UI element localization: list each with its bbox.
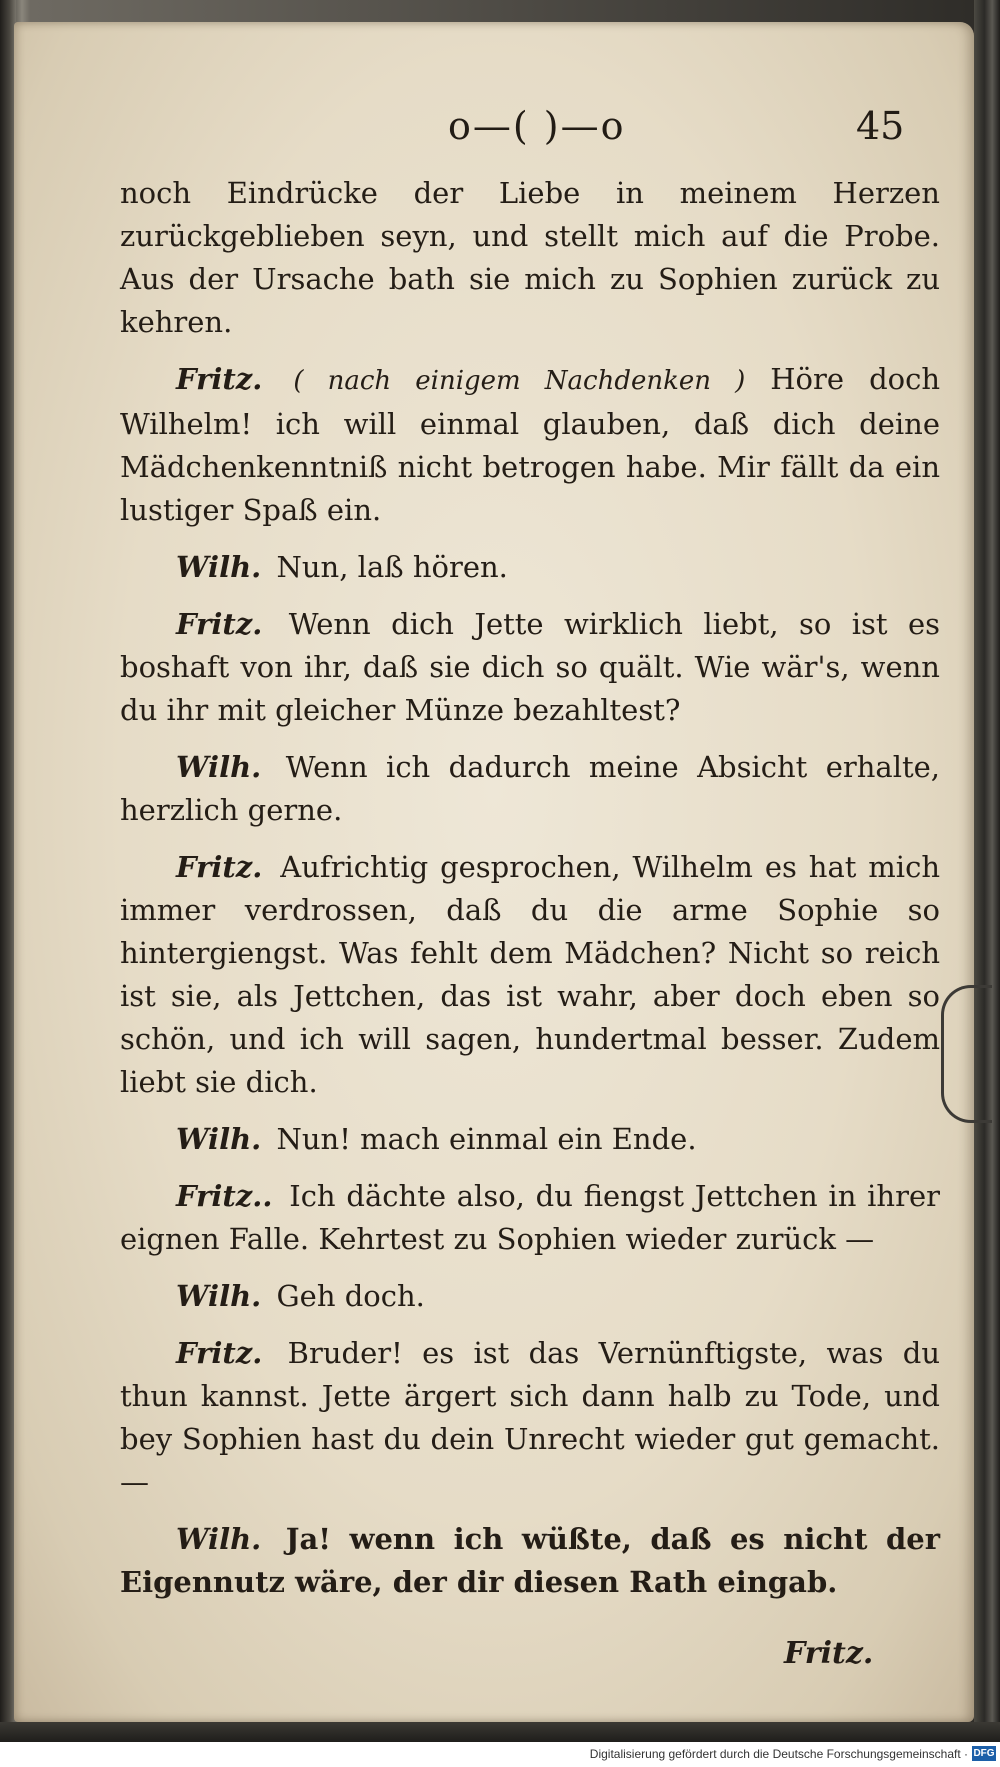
dialogue-paragraph	[120, 358, 940, 532]
dialogue-paragraph	[120, 1118, 940, 1161]
speaker-label: Wilh.	[176, 1522, 262, 1556]
dialogue-text: Wenn dich Jette wirklich liebt, so ist es boshaft von ihr, daß sie dich so quält. Wie wär's, wenn du ihr mit gleicher Münze bezahltest?	[120, 607, 940, 727]
dialogue-text: Nun, laß hören.	[276, 550, 508, 584]
speaker-label: Wilh.	[176, 550, 262, 584]
speaker-label: Wilh.	[176, 1279, 262, 1313]
dialogue-text: Ja! wenn ich wüßte, daß es nicht der Eigennutz wäre, der dir diesen Rath eingab.	[120, 1522, 940, 1599]
dialogue-paragraph	[120, 1275, 940, 1318]
dialogue-paragraph	[120, 1518, 940, 1604]
dialogue-paragraph	[120, 1332, 940, 1504]
opening-paragraph: noch Eindrücke der Liebe in meinem Herzen zurückgeblieben seyn, und stellt mich auf die Probe. Aus der Ursache bath sie mich zu Sophien zurück zu kehren.	[120, 176, 940, 339]
speaker-label: Fritz.	[176, 850, 263, 884]
page-bottom-edge	[0, 1722, 1000, 1742]
speaker-label: Fritz.	[176, 607, 263, 641]
speaker-label: Wilh.	[176, 1122, 262, 1156]
dfg-logo: DFG	[973, 1748, 995, 1759]
dialogue-text: Nun! mach einmal ein Ende.	[276, 1122, 697, 1156]
dialogue-paragraph	[120, 1175, 940, 1261]
dialogue-text: Wenn ich dadurch meine Absicht erhalte, herzlich gerne.	[120, 750, 941, 827]
page-edge	[974, 0, 1000, 1767]
page-text	[120, 172, 940, 1618]
page-header	[14, 94, 974, 154]
footer-bar	[0, 1742, 1000, 1767]
footer-credit: Digitalisierung gefördert durch die Deutsche Forschungsgemeinschaft ·	[589, 1747, 968, 1761]
speaker-label: Fritz..	[176, 1179, 273, 1213]
book-page	[14, 22, 974, 1722]
stage-direction: ( nach einigem Nachdenken )	[293, 366, 746, 396]
dialogue-paragraph	[120, 846, 940, 1104]
dialogue-paragraph	[120, 746, 940, 832]
dialogue-text: Geh doch.	[276, 1279, 425, 1313]
dialogue-text: Aufrichtig gesprochen, Wilhelm es hat mich immer verdrossen, daß du die arme Sophie so hintergiengst. Was fehlt dem Mädchen? Nicht so reich ist sie, als Jettchen, das ist wahr, aber doch eben so schön, und ich will sagen, hundertmal besser. Zudem liebt sie dich.	[120, 850, 940, 1099]
page-clip	[941, 985, 992, 1123]
speaker-label: Wilh.	[176, 750, 262, 784]
catchword: Fritz.	[784, 1636, 874, 1671]
dialogue-paragraph	[120, 546, 940, 589]
dialogue-text: Ich dächte also, du fiengst Jettchen in ihrer eignen Falle. Kehrtest zu Sophien wieder zurück —	[120, 1179, 940, 1256]
speaker-label: Fritz.	[176, 1336, 263, 1370]
dialogue-text: Bruder! es ist das Vernünftigste, was du thun kannst. Jette ärgert sich dann halb zu Tode, und bey Sophien hast du dein Unrecht wieder gut gemacht. —	[120, 1336, 940, 1499]
speaker-label: Fritz.	[176, 362, 263, 396]
page-number: 45	[856, 104, 905, 148]
dialogue-text: Höre doch Wilhelm! ich will einmal glauben, daß dich deine Mädchenkenntniß nicht betrogen habe. Mir fällt da ein lustiger Spaß ein.	[120, 362, 941, 527]
dialogue-paragraph	[120, 603, 940, 732]
header-ornament: o—( )—o	[448, 104, 626, 148]
